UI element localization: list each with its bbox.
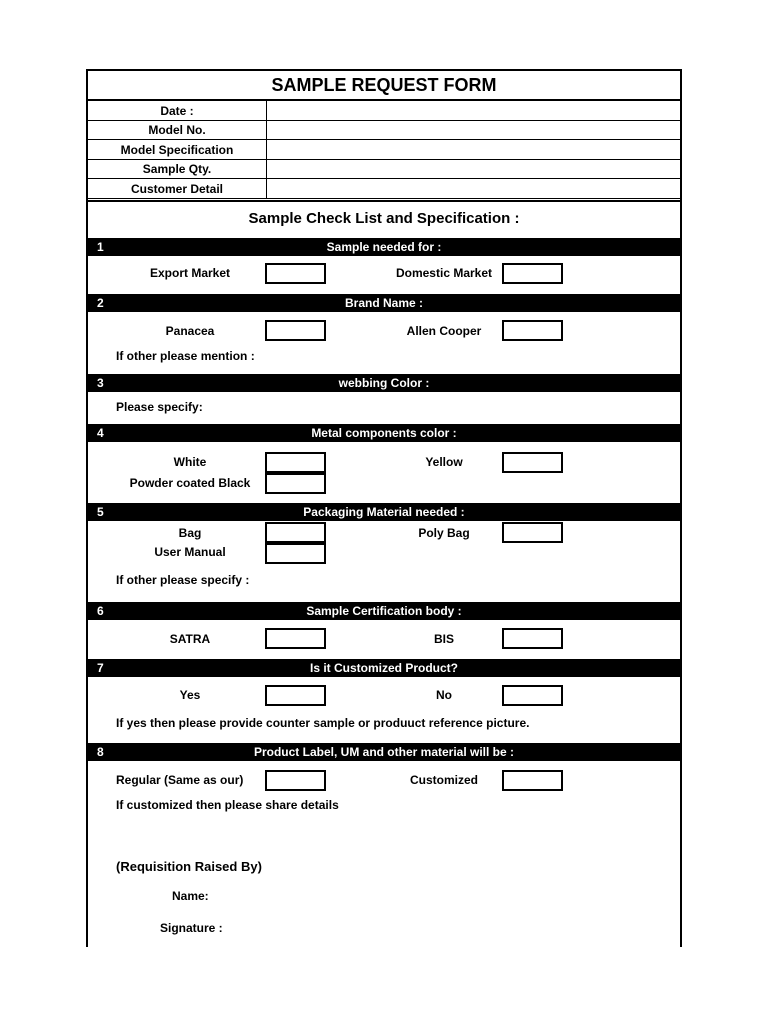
section-number: 8 [97, 745, 104, 759]
panacea-checkbox[interactable] [265, 320, 326, 341]
section-title: Is it Customized Product? [309, 661, 458, 675]
bis-label: BIS [433, 632, 454, 646]
white-checkbox[interactable] [265, 452, 326, 473]
section-8-header [88, 743, 680, 761]
model-spec-label: Model Specification [88, 140, 267, 159]
model-no-row [88, 120, 680, 140]
model-no-field[interactable] [267, 120, 679, 139]
brand-other-note: If other please mention : [116, 349, 255, 363]
customized-checkbox[interactable] [502, 770, 563, 791]
name-label: Name: [172, 889, 209, 903]
yes-checkbox[interactable] [265, 685, 326, 706]
section-2-header [88, 294, 680, 312]
section-number: 7 [97, 661, 104, 675]
customized-note: If yes then please provide counter sample or produuct reference picture. [116, 716, 530, 730]
powder-coated-black-label: Powder coated Black [129, 476, 251, 490]
yes-label: Yes [179, 688, 201, 702]
user-manual-label: User Manual [154, 545, 226, 559]
webbing-color-note: Please specify: [116, 400, 203, 414]
model-spec-field[interactable] [267, 140, 679, 159]
section-title: Packaging Material needed : [303, 505, 465, 519]
sample-qty-label: Sample Qty. [88, 159, 267, 178]
section-3-header [88, 374, 680, 392]
section-5-header [88, 503, 680, 521]
date-label: Date : [88, 101, 267, 120]
section-number: 4 [97, 426, 104, 440]
sample-qty-field[interactable] [267, 159, 679, 178]
yellow-checkbox[interactable] [502, 452, 563, 473]
yellow-label: Yellow [425, 455, 463, 469]
poly-bag-checkbox[interactable] [502, 522, 563, 543]
no-checkbox[interactable] [502, 685, 563, 706]
form-title: SAMPLE REQUEST FORM [88, 71, 680, 101]
export-market-checkbox[interactable] [265, 263, 326, 284]
section-number: 1 [97, 240, 104, 254]
panacea-label: Panacea [165, 324, 215, 338]
allen-cooper-checkbox[interactable] [502, 320, 563, 341]
section-title: Sample needed for : [326, 240, 442, 254]
section-title: Product Label, UM and other material will be : [253, 745, 515, 759]
export-market-label: Export Market [149, 266, 231, 280]
section-number: 3 [97, 376, 104, 390]
white-label: White [173, 455, 207, 469]
bag-checkbox[interactable] [265, 522, 326, 543]
customer-detail-row [88, 179, 680, 199]
model-spec-row [88, 140, 680, 160]
section-number: 6 [97, 604, 104, 618]
section-number: 5 [97, 505, 104, 519]
date-field[interactable] [267, 101, 679, 120]
regular-checkbox[interactable] [265, 770, 326, 791]
section-number: 2 [97, 296, 104, 310]
section-title: webbing Color : [338, 376, 430, 390]
packaging-other-note: If other please specify : [116, 573, 250, 587]
requisition-raised-by: (Requisition Raised By) [116, 859, 262, 874]
date-row [88, 101, 680, 121]
no-label: No [436, 688, 452, 702]
checklist-title: Sample Check List and Specification : [88, 200, 680, 234]
customer-detail-label: Customer Detail [88, 179, 267, 198]
section-4-header [88, 424, 680, 442]
customized-details-note: If customized then please share details [116, 798, 339, 812]
bis-checkbox[interactable] [502, 628, 563, 649]
satra-label: SATRA [169, 632, 211, 646]
poly-bag-label: Poly Bag [418, 526, 470, 540]
section-title: Brand Name : [344, 296, 424, 310]
customized-label: Customized [409, 773, 478, 787]
signature-label: Signature : [160, 921, 223, 935]
satra-checkbox[interactable] [265, 628, 326, 649]
bag-label: Bag [178, 526, 202, 540]
allen-cooper-label: Allen Cooper [406, 324, 482, 338]
customer-detail-field[interactable] [267, 179, 679, 198]
section-6-header [88, 602, 680, 620]
model-no-label: Model No. [88, 120, 267, 139]
section-1-header [88, 238, 680, 256]
section-title: Sample Certification body : [306, 604, 462, 618]
regular-label: Regular (Same as our) [116, 773, 244, 787]
sample-qty-row [88, 159, 680, 179]
powder-coated-black-checkbox[interactable] [265, 473, 326, 494]
section-title: Metal components color : [311, 426, 457, 440]
user-manual-checkbox[interactable] [265, 543, 326, 564]
domestic-market-checkbox[interactable] [502, 263, 563, 284]
domestic-market-label: Domestic Market [395, 266, 493, 280]
section-7-header [88, 659, 680, 677]
